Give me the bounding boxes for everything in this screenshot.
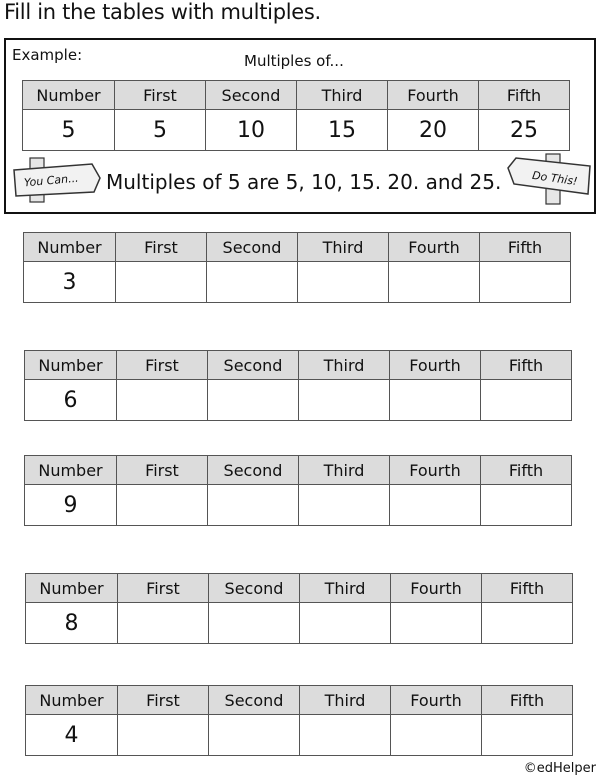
header-fourth: Fourth [390,456,481,485]
worksheet-title: Fill in the tables with multiples. [4,0,321,24]
example-statement: Multiples of 5 are 5, 10, 15. 20. and 25. [106,170,502,194]
header-fifth: Fifth [479,81,570,110]
header-second: Second [209,686,300,715]
answer-cell-third[interactable] [298,262,389,303]
example-box [4,38,596,214]
header-fifth: Fifth [481,351,572,380]
answer-cell-fourth[interactable] [391,603,482,644]
example-third: 15 [297,110,388,151]
number-cell: 6 [25,380,117,421]
answer-cell-third[interactable] [300,603,391,644]
number-cell: 9 [25,485,117,526]
answer-cell-first[interactable] [117,485,208,526]
answer-cell-fourth[interactable] [390,485,481,526]
answer-cell-second[interactable] [208,380,299,421]
header-first: First [116,233,207,262]
header-fourth: Fourth [391,574,482,603]
answer-cell-fourth[interactable] [391,715,482,756]
example-second: 10 [206,110,297,151]
header-third: Third [299,456,390,485]
example-label: Example: [12,46,83,64]
header-number: Number [23,81,115,110]
answer-cell-fifth[interactable] [481,485,572,526]
answer-cell-first[interactable] [118,715,209,756]
number-cell: 3 [24,262,116,303]
do-this-text: Do This! [531,168,579,189]
header-number: Number [25,456,117,485]
answer-cell-fourth[interactable] [390,380,481,421]
header-third: Third [300,686,391,715]
answer-cell-fourth[interactable] [389,262,480,303]
multiples-table-5 [25,685,573,756]
number-cell: 4 [26,715,118,756]
answer-cell-second[interactable] [209,715,300,756]
answer-cell-third[interactable] [299,485,390,526]
header-fourth: Fourth [391,686,482,715]
example-first: 5 [115,110,206,151]
you-can-sign [10,156,102,210]
header-first: First [117,456,208,485]
header-third: Third [298,233,389,262]
example-number: 5 [23,110,115,151]
multiples-table-3 [24,455,572,526]
header-second: Second [206,81,297,110]
answer-cell-second[interactable] [207,262,298,303]
number-cell: 8 [26,603,118,644]
header-second: Second [209,574,300,603]
answer-cell-second[interactable] [209,603,300,644]
example-table [22,80,570,151]
header-first: First [115,81,206,110]
copyright: ©edHelper [523,761,596,776]
header-second: Second [208,456,299,485]
header-third: Third [300,574,391,603]
header-number: Number [24,233,116,262]
example-subtitle: Multiples of... [244,52,344,70]
answer-cell-fifth[interactable] [482,603,573,644]
header-fifth: Fifth [482,574,573,603]
header-number: Number [25,351,117,380]
header-fifth: Fifth [481,456,572,485]
header-number: Number [26,574,118,603]
answer-cell-fifth[interactable] [482,715,573,756]
header-fourth: Fourth [390,351,481,380]
example-fifth: 25 [479,110,570,151]
multiples-table-2 [24,350,572,421]
multiples-table-4 [25,573,573,644]
you-can-text: You Can... [23,171,80,190]
answer-cell-first[interactable] [118,603,209,644]
answer-cell-fifth[interactable] [480,262,571,303]
answer-cell-second[interactable] [208,485,299,526]
header-third: Third [297,81,388,110]
header-first: First [118,686,209,715]
header-second: Second [207,233,298,262]
header-fourth: Fourth [389,233,480,262]
answer-cell-third[interactable] [300,715,391,756]
example-fourth: 20 [388,110,479,151]
answer-cell-first[interactable] [117,380,208,421]
answer-cell-fifth[interactable] [481,380,572,421]
header-number: Number [26,686,118,715]
do-this-sign [506,152,594,210]
header-third: Third [299,351,390,380]
answer-cell-first[interactable] [116,262,207,303]
header-second: Second [208,351,299,380]
multiples-table-1 [23,232,571,303]
header-first: First [118,574,209,603]
header-fifth: Fifth [480,233,571,262]
header-fifth: Fifth [482,686,573,715]
answer-cell-third[interactable] [299,380,390,421]
header-first: First [117,351,208,380]
header-fourth: Fourth [388,81,479,110]
